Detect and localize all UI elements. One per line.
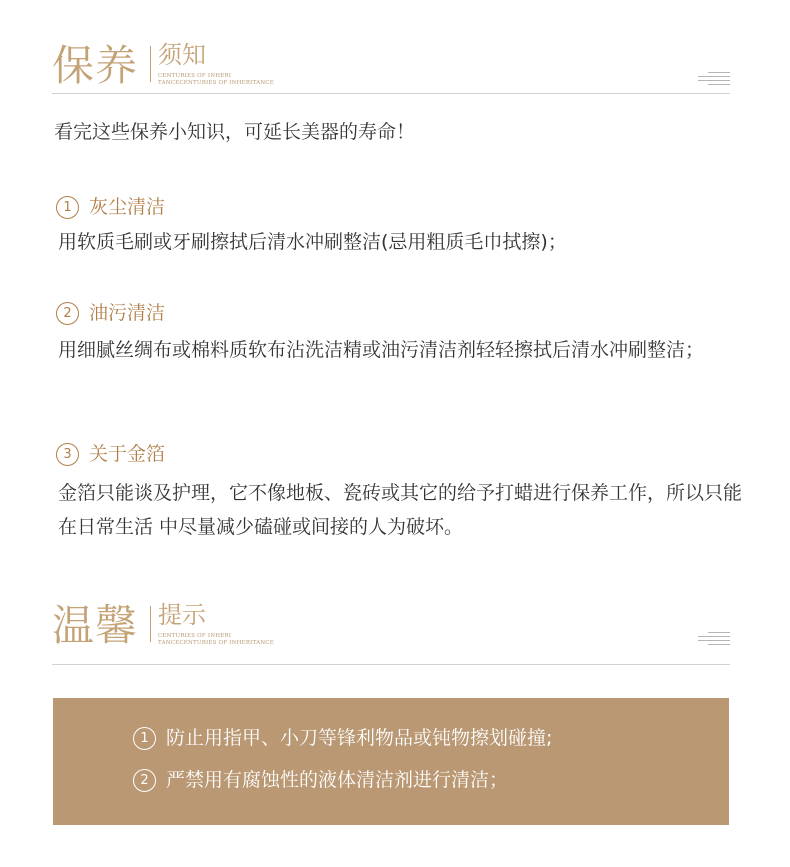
item-title-label: 油污清洁 bbox=[89, 302, 166, 324]
number-circle-icon: 2 bbox=[133, 769, 156, 792]
tip-item bbox=[133, 724, 552, 752]
section-header-care bbox=[52, 40, 730, 110]
item-title-label: 灰尘清洁 bbox=[89, 196, 166, 218]
section-rule bbox=[52, 664, 730, 665]
item-text-gold-leaf: 金箔只能谈及护理，它不像地板、瓷砖或其它的给予打蜡进行保养工作，所以只能在日常生活 中尽量减少磕碰或间接的人为破坏。 bbox=[58, 482, 743, 538]
section-title-sub: 须知 bbox=[158, 41, 206, 69]
item-text-grease: 用细腻丝绸布或棉料质软布沾洗洁精或油污清洁剂轻轻擦拭后清水冲刷整洁； bbox=[58, 339, 705, 361]
lines-icon bbox=[698, 70, 730, 86]
tip-item bbox=[133, 766, 508, 794]
number-circle-icon: 3 bbox=[56, 443, 79, 466]
item-title-label: 关于金箔 bbox=[89, 443, 166, 465]
item-title-gold-leaf bbox=[56, 440, 165, 468]
number-circle-icon: 1 bbox=[133, 727, 156, 750]
section-title-en-line1: CENTURIES OF INHERI bbox=[158, 633, 232, 639]
title-divider bbox=[150, 606, 151, 642]
tip-text: 防止用指甲、小刀等锋利物品或钝物擦划碰撞; bbox=[166, 727, 553, 749]
lines-icon bbox=[698, 630, 730, 646]
number-circle-icon: 1 bbox=[56, 196, 79, 219]
section-title-main: 保养 bbox=[52, 41, 139, 90]
section-rule bbox=[52, 93, 730, 94]
item-title-dust bbox=[56, 193, 165, 221]
number-circle-icon: 2 bbox=[56, 302, 79, 325]
intro-text: 看完这些保养小知识，可延长美器的寿命！ bbox=[54, 121, 416, 143]
tips-box bbox=[53, 698, 729, 825]
tip-text: 严禁用有腐蚀性的液体清洁剂进行清洁； bbox=[166, 769, 509, 791]
title-divider bbox=[150, 46, 151, 82]
section-title-main: 温馨 bbox=[52, 601, 139, 650]
item-title-grease bbox=[56, 299, 165, 327]
section-header-tips bbox=[52, 600, 730, 670]
section-title-sub: 提示 bbox=[158, 601, 206, 629]
section-title-en-line2: TANCECENTURIES OF INHERITANCE bbox=[158, 640, 274, 646]
item-text-dust: 用软质毛刷或牙刷擦拭后清水冲刷整洁(忌用粗质毛巾拭擦)； bbox=[58, 231, 567, 253]
section-title-en-line2: TANCECENTURIES OF INHERITANCE bbox=[158, 80, 274, 86]
section-title-en-line1: CENTURIES OF INHERI bbox=[158, 73, 232, 79]
